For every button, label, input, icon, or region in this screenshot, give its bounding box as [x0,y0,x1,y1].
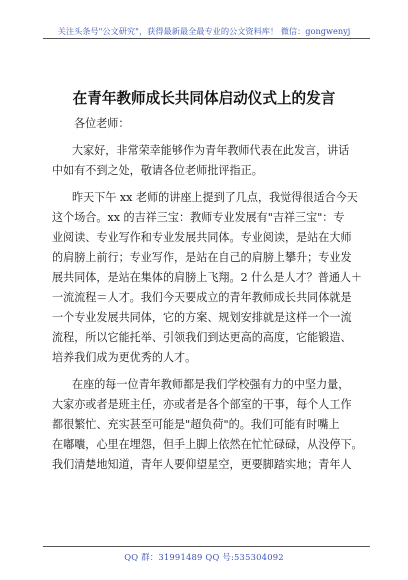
paragraph-line: 的肩膀上前行；专业写作，是站在自己的肩膀上攀升；专业发 [52,251,352,264]
paragraph-line: 展共同体，是站在集体的肩膀上飞翔。2 什么是人才？普通人＋ [52,271,363,284]
paragraph-line: 大家好，非常荣幸能够作为青年教师代表在此发言，讲话 [72,144,350,157]
paragraph-line: 流程，所以它能托举、引领我们到达更高的高度，它能锻造、 [52,331,352,344]
paragraph-spacer [52,181,368,188]
paragraph-spacer [52,368,368,375]
paragraph-line: 中如有不到之处，敬请各位老师批评指正。 [52,164,263,177]
document-body [52,114,368,475]
paragraph-line: 培养我们成为更优秀的人才。 [52,351,197,364]
paragraph-line: 大家亦或者是班主任，亦或者是各个部室的干事，每个人工作 [52,398,352,411]
paragraph-line: 在座的每一位青年教师都是我们学校强有力的中坚力量， [72,378,350,391]
paragraph-line: 在嘟囔，心里在埋怨，但手上脚上依然在忙忙碌碌，从没停下。 [52,438,363,451]
paragraph-line: 都很繁忙、充实甚至可能是"超负荷"的。我们可能有时嘴上 [52,418,340,431]
footer-divider [43,546,370,547]
paragraph-line: 昨天下午 xx 老师的讲座上提到了几点，我觉得很适合今天 [72,191,358,204]
paragraph-line: 业阅读、专业写作和专业发展共同体。专业阅读，是站在大师 [52,231,352,244]
document-title: 在青年教师成长共同体启动仪式上的发言 [72,90,336,107]
paragraph-line: 一个专业发展共同体，它的方案、规划安排就是这样一个一流 [52,311,352,324]
paragraph-line: 这个场合。xx 的吉祥三宝：教师专业发展有"吉祥三宝"：专 [52,211,345,224]
footer-contact: QQ 群：31991489 QQ 号:535304092 [124,552,284,562]
salutation: 各位老师： [74,117,130,130]
header-divider [43,38,370,39]
paragraph-line: 我们清楚地知道，青年人要仰望星空，更要脚踏实地；青年人 [52,458,352,471]
header-banner: 关注头条号"公文研究"，获得最新最全最专业的公文资料库！ 微信：gongwenyj [57,26,351,36]
paragraph-spacer [52,134,368,141]
paragraph-line: 一流流程＝人才。我们今天要成立的青年教师成长共同体就是 [52,291,352,304]
